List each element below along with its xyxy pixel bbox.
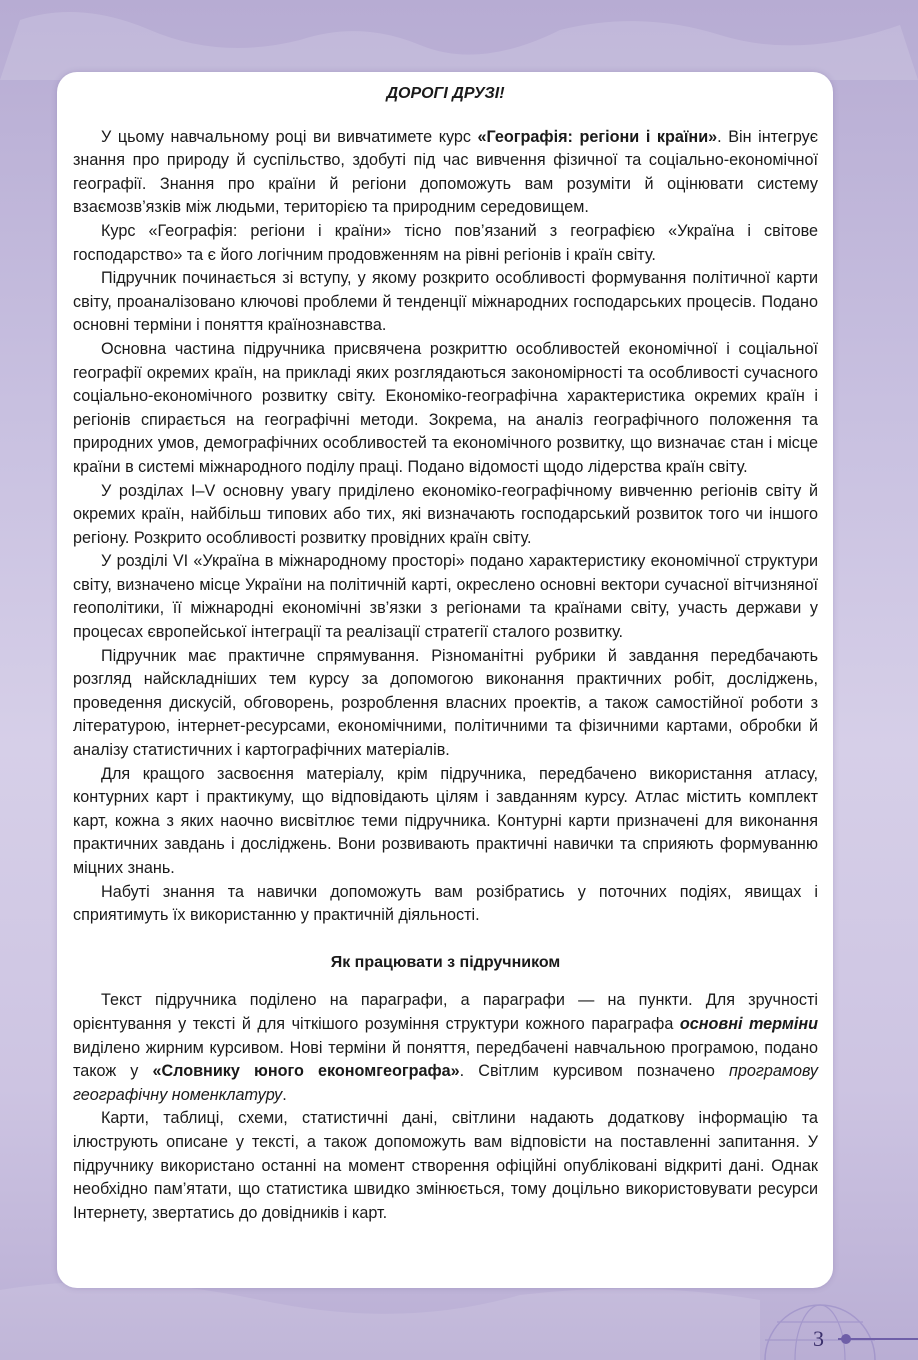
page-content — [73, 82, 818, 1225]
intro-paragraph-3: Підручник починається зі вступу, у якому розкрито особливості формування політичної карти світу, проаналізовано ключові проблеми й тенденції міжнародних господарських процесів. Подано основні терміни і поняття країнознавства. — [73, 269, 818, 335]
text-span: . Він інтегрує знання про природу й суспільство, здобуті під час вивчення фізичної та соціально-економічної географії. Знання про країни й регіони допоможуть вам розуміти й оцінювати систему взаємозв’язків між людьми, територією та природним середовищем. — [73, 127, 818, 217]
intro-paragraph-2: Курс «Географія: регіони і країни» тісно пов’язаний з географією «Україна і світове господарство» та є його логічним продовженням на рівні регіонів і країн світу. — [73, 221, 818, 264]
course-title: «Географія: регіони і країни» — [477, 127, 718, 146]
page-number: 3 — [813, 1326, 824, 1351]
text-span: Текст підручника поділено на параграфи, а параграфи — на пункти. Для зручності орієнтування у тексті й для чіткішого розуміння структури кожного параграфа — [73, 991, 818, 1033]
text-span: . Світлим курсивом позначено — [459, 1062, 729, 1081]
key-terms-emphasis: основні терміни — [679, 1014, 818, 1033]
howto-paragraph-1 — [73, 989, 818, 1107]
dictionary-title: «Словнику юного економгеографа» — [152, 1062, 460, 1081]
text-span: . — [282, 1085, 287, 1104]
intro-paragraph-5: У розділах I–V основну увагу приділено економіко-географічному вивченню регіонів світу й окремих країн, найбільш типових або тих, які визначають господарський розвиток того чи іншого регіону. Розкрито особливості розвитку провідних країн світу. — [73, 481, 818, 547]
intro-paragraph-7: Підручник має практичне спрямування. Різноманітні рубрики й завдання передбачають розгляд найскладніших тем курсу за допомогою виконання практичних робіт, досліджень, проведення дискусій, обговорень, розроблення власних проектів, а також самостійної роботи з літературою, інтернет-ресурсами, економічними, політичними та фізичними картами, обробки й аналізу статистичних і картографічних матеріалів. — [73, 646, 818, 760]
intro-paragraph-1 — [73, 126, 818, 220]
intro-paragraph-9: Набуті знання та навички допоможуть вам розібратись у поточних подіях, явищах і сприятимуть їх використанню у практичній діяльності. — [73, 882, 818, 925]
howto-paragraph-2: Карти, таблиці, схеми, статистичні дані, світлини надають додаткову інформацію та ілюструють описане у тексті, а також допоможуть вам відповісти на поставленні запитання. У підручнику використано останні на момент створення офіційні опубліковані відкриті дані. Однак необхідно пам’ятати, що статистика швидко змінюється, тому доцільно використовувати ресурси Інтернету, звертатись до довідників і карт. — [73, 1109, 818, 1222]
section-heading: Як працювати з підручником — [330, 953, 561, 971]
text-span: У цьому навчальному році ви вивчатимете курс — [101, 127, 478, 146]
page-number-dot — [841, 1334, 851, 1344]
intro-paragraph-8: Для кращого засвоєння матеріалу, крім підручника, передбачено використання атласу, контурних карт і практикуму, що відповідають цілям і завданням курсу. Атлас містить комплект карт, кожна з яких наочно висвітлює теми підручника. Контурні карти призначені для виконання практичних завдань і досліджень. Вони розвивають практичні навички та сприяють формуванню міцних знань. — [73, 764, 818, 877]
page-title: ДОРОГІ ДРУЗІ! — [386, 85, 505, 102]
text-span: виділено жирним курсивом. Нові терміни й поняття, передбачені навчальною програмою, подано також у — [73, 1038, 818, 1081]
nomenclature-emphasis: програмову географічну номенклатуру — [73, 1062, 818, 1104]
intro-paragraph-4: Основна частина підручника присвячена розкриттю особливостей економічної і соціальної географії окремих країн, на прикладі яких розглядаються закономірності та особливості сучасного соціально-економічного розвитку світу. Економіко-географічна характеристика окремих країн і регіонів спирається на географічні методи. Зокрема, на аналіз географічного положення та природних умов, демографічних особливостей та економічного розвитку, що визначає стан і місце країни в системі міжнародного поділу праці. Подано відомості щодо лідерства країн світу. — [73, 339, 818, 476]
intro-paragraph-6: У розділі VI «Україна в міжнародному просторі» подано характеристику економічної структури світу, визначено місце України на політичній карті, окреслено основні вектори сучасної вітчизняної геополітики, її міжнародні економічні зв’язки з регіонами та країнами світу, участь держави у процесах європейської інтеграції та реалізації стратегії сталого розвитку. — [73, 552, 818, 642]
